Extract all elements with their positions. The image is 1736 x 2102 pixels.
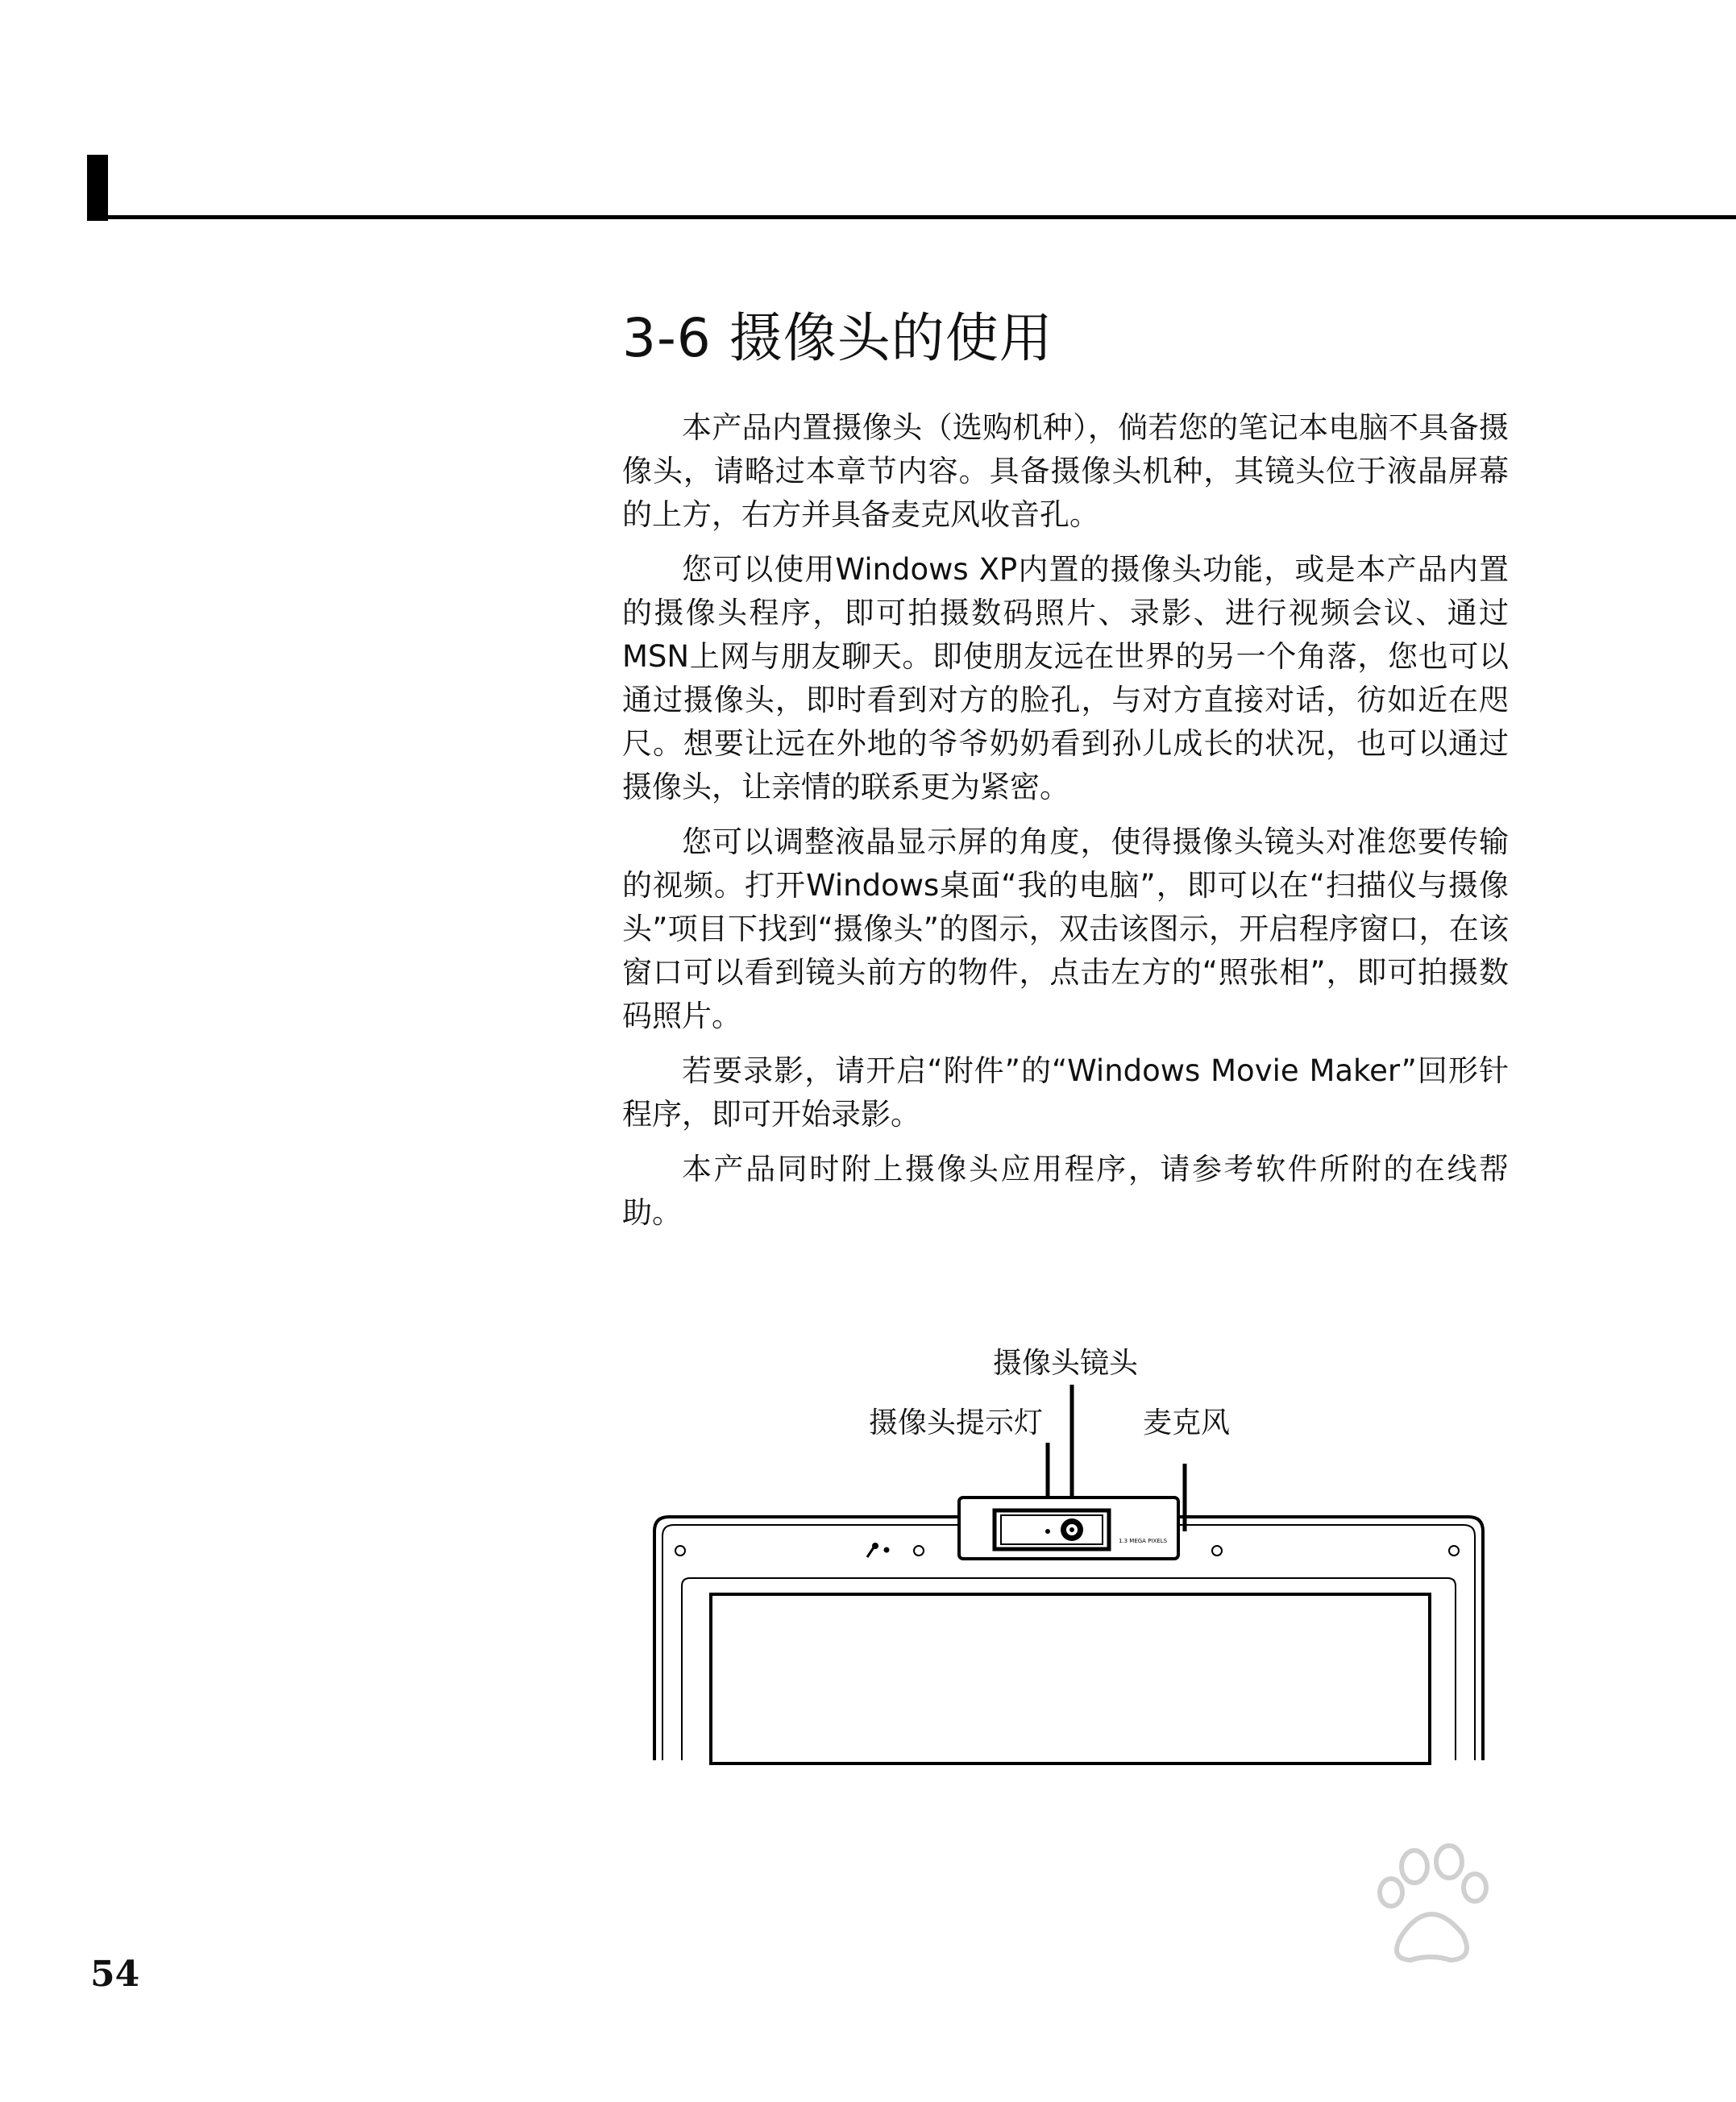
paragraph-3: 您可以调整液晶显示屏的角度，使得摄像头镜头对准您要传输的视频。打开Windows桌面“我的电脑”，即可以在“扫描仪与摄像头”项目下找到“摄像头”的图示，双击该图示，开启程序窗口，在该窗口可以看到镜头前方的物件，点击左方的“照张相”，即可拍摄数码照片。 (622, 825, 1509, 1033)
camera-window (995, 1510, 1109, 1549)
mic-symbol-head (872, 1543, 878, 1549)
mic-hole-dot (884, 1547, 890, 1553)
paragraph-4: 若要录影，请开启“附件”的“Windows Movie Maker”回形针程序，即可开始录影。 (622, 1053, 1509, 1132)
page-number: 54 (90, 1954, 140, 1995)
header-rule (87, 215, 1736, 219)
chapter-marker-block (87, 155, 108, 221)
screen-frame (682, 1578, 1456, 1760)
mic-symbol (867, 1547, 874, 1557)
camera-lens-center (1069, 1527, 1074, 1532)
section-title: 3-6 摄像头的使用 (622, 307, 1053, 369)
laptop-bezel-illustration (621, 1330, 1539, 1781)
screw-right (1449, 1546, 1459, 1556)
paragraph-1: 本产品内置摄像头（选购机种），倘若您的笔记本电脑不具备摄像头，请略过本章节内容。具备摄像头机种，其镜头位于液晶屏幕的上方，右方并具备麦克风收音孔。 (622, 410, 1509, 532)
screw-center-right (1212, 1546, 1222, 1556)
webcam-figure (621, 1330, 1539, 1781)
screw-center-left (914, 1546, 924, 1556)
screw-left (675, 1546, 685, 1556)
paragraph-2: 您可以使用Windows XP内置的摄像头功能，或是本产品内置的摄像头程序，即可拍摄数码照片、录影、进行视频会议、通过MSN上网与朋友聊天。即使朋友远在世界的另一个角落，您也可以通过摄像头，即时看到对方的脸孔，与对方直接对话，彷如近在咫尺。想要让远在外地的爷爷奶奶看到孙儿成长的状况，也可以通过摄像头，让亲情的联系更为紧密。 (622, 552, 1509, 804)
callout-camera-indicator: 摄像头提示灯 (869, 1406, 1044, 1439)
baidu-paw-logo (1233, 1838, 1636, 2087)
body-text (622, 406, 1509, 1246)
camera-indicator-light (1045, 1529, 1050, 1534)
callout-camera-lens: 摄像头镜头 (993, 1347, 1139, 1380)
callout-microphone: 麦克风 (1143, 1406, 1231, 1439)
module-text: 1.3 MEGA PIXELS (1118, 1538, 1168, 1544)
baidu-watermark (1233, 1838, 1636, 2087)
paragraph-5: 本产品同时附上摄像头应用程序，请参考软件所附的在线帮助。 (622, 1152, 1509, 1230)
lcd-panel (711, 1594, 1430, 1763)
